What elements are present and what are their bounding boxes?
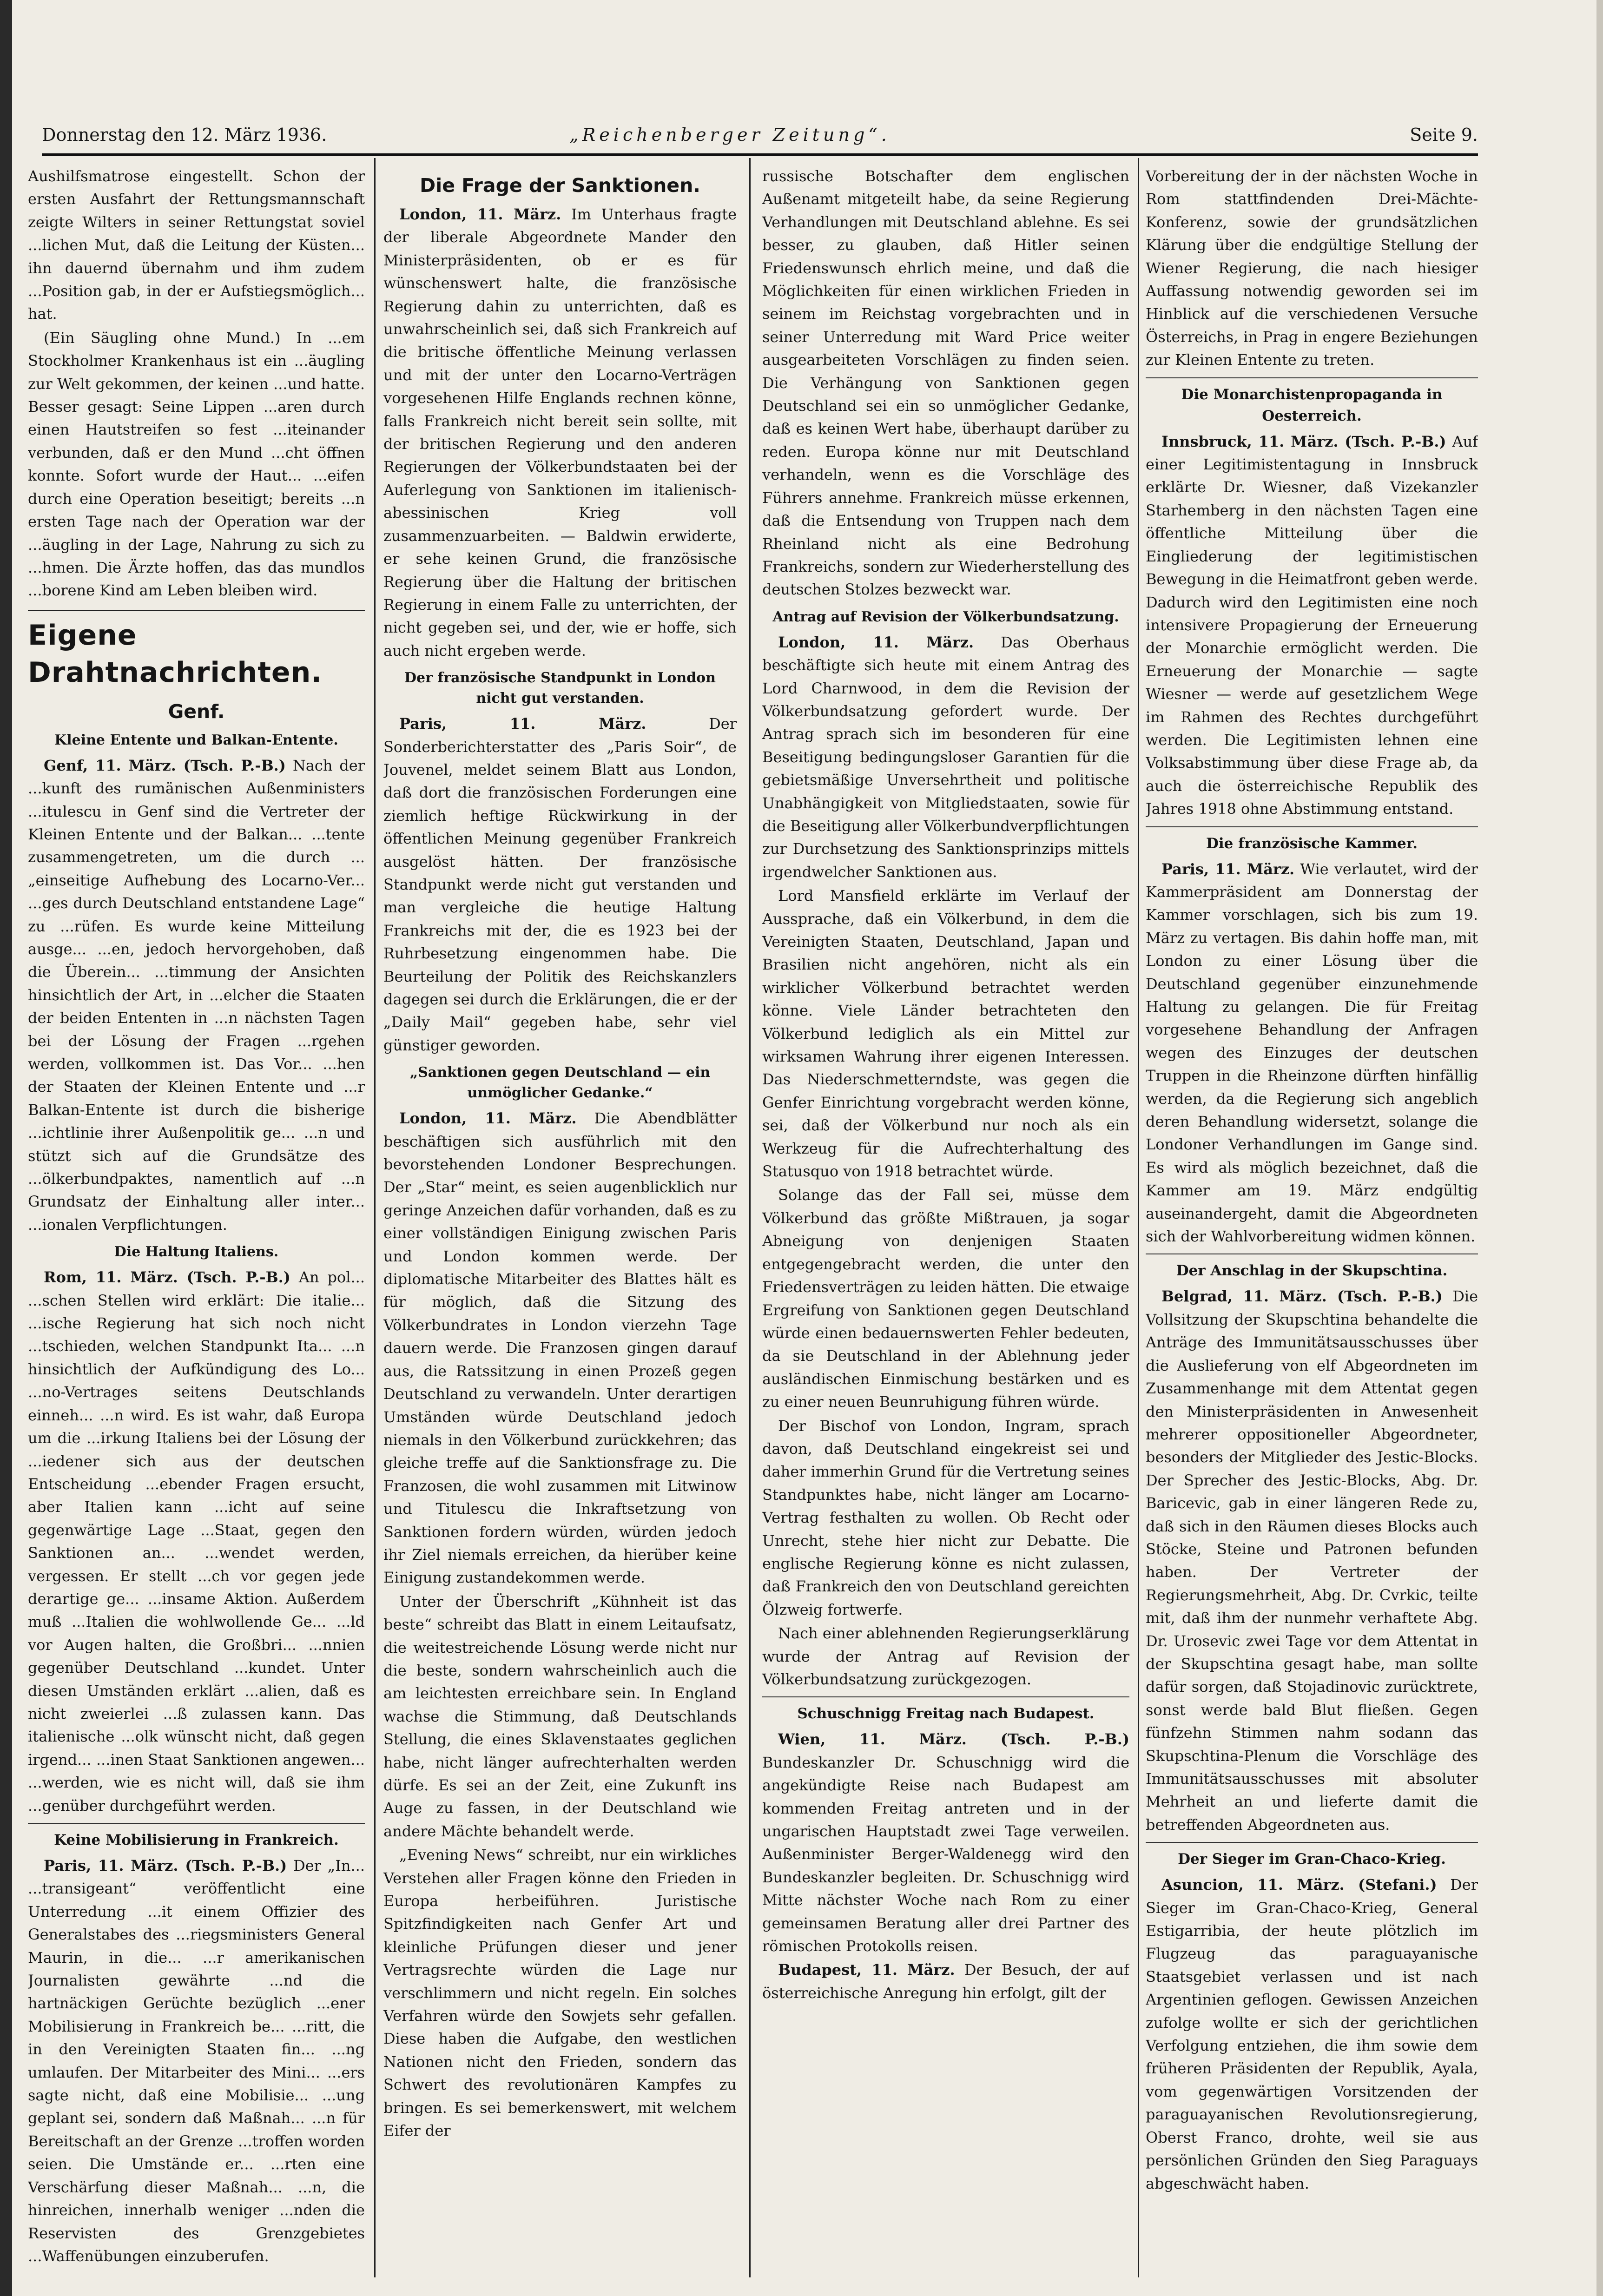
article-paragraph <box>762 1728 1129 1958</box>
article-heading: Die französische Kammer. <box>1206 835 1418 852</box>
article-paragraph: Nach einer ablehnenden Regierungserklärung wurde der Antrag auf Revision der Völkerbundsatzung zurückgezogen. <box>762 1624 1129 1688</box>
article-paragraph <box>383 713 737 1057</box>
column-rule-3 <box>1138 158 1139 2277</box>
article-paragraph <box>28 754 365 1237</box>
column-4 <box>1146 165 1478 2289</box>
article-paragraph: Vorbereitung der in der nächsten Woche in Rom stattfindenden Drei-Mächte-Konferenz, sowie der grundsätzlichen Klärung über die endgültige Stellung der Wiener Regierung, die nach hiesiger Auffassung notwendig geworden sei im Hinblick auf die verschiedenen Versuche Österreichs, in Prag in engere Beziehungen zur Kleinen Entente zu treten. <box>1146 167 1478 369</box>
article-paragraph: russische Botschafter dem englischen Außenamt mitgeteilt habe, da seine Regierung Verhandlungen mit Deutschland ablehne. Es sei besser, zu glauben, daß Hitler seinen Friedenswunsch ehrlich meine, und daß die Möglichkeiten für einen wirklichen Frieden in seinem im Reichstag vorgebrachten und in seiner Unterredung mit Ward Price weiter ausgearbeiteten Vorschlägen zu finden seien. Die Verhängung von Sanktionen gegen Deutschland sei ein so unmöglicher Gedanke, daß es keinen Wert habe, überhaupt darüber zu reden. Europa könne nur mit Deutschland verhandeln, wenn es die Vorschläge des Führers annehme. Frankreich müsse erkennen, daß die Entsendung von Truppen nach dem Rheinland nicht als eine Bedrohung Frankreichs, sondern zur Wiederherstellung des deutschen Stolzes bezweckt war. <box>762 167 1129 599</box>
article-text: Aushilfsmatrose eingestellt. Schon der ersten Ausfahrt der Rettungsmannschaft zeigte Wilters in seiner Rettungstat soviel ...lichen Mut, daß die Leitung der Küsten... ihn dauernd übernahm und ihm zudem ...Position gab, in der er Aufstiegsmöglich... hat. <box>28 167 365 323</box>
dateline: Wien, 11. März. (Tsch. P.-B.) <box>778 1730 1129 1748</box>
article-paragraph <box>28 1854 365 2268</box>
column-1 <box>28 165 365 2289</box>
article-paragraph <box>383 1107 737 1590</box>
article-subheading: Kleine Entente und Balkan-Entente. <box>54 732 338 748</box>
article-paragraph <box>1146 1285 1478 1836</box>
paragraph-text: An pol... ...schen Stellen wird erklärt: Die italie... ...ische Regierung hat sich noch nicht ...tschieden, welchen Standpunkt Ita... ...n hinsichtlich der Aufkündigung des Lo... ...no-Vertrages seitens Deutschlands einneh... ...n wird. Es ist wahr, daß Europa um die ...irkung Italiens bei der Lösung der ...iedener sich aus der deutschen Entscheidung ...ebender Fragen ersucht, aber Italien kann ...icht auf seine gegenwärtige Lage ...Staat, gegen den Sanktionen an... ...wendet werden, vergessen. Er stellt ...ch vor gegen jede derartige ge... ...insame Aktion. Außerdem muß ...Italien die wohlwollende Ge... ...ld vor Augen halten, die Großbri... ...nnien gegenüber Deutschland ...kundet. Unter diesen Umständen erklärt ...alien, daß es nicht zweierlei ...ß zulassen kann. Das italienische ...olk wünscht nicht, daß gegen irgend... ...inen Staat Sanktionen angewen... ...werden, wie es nicht will, daß sie ihm ...genüber durchgeführt werden. <box>28 1268 365 1814</box>
article-paragraph: Der Bischof von London, Ingram, sprach davon, daß Deutschland eingekreist sei und daher immerhin Grund für die Vertretung seines Standpunktes habe, nicht länger am Locarno-Vertrag festhalten zu wollen. Ob Recht oder Unrecht, stehe hier nicht zur Debatte. Die englische Regierung könne es nicht zulassen, daß Frankreich den von Deutschland gereichten Ölzweig fortwerfe. <box>762 1417 1129 1618</box>
article-heading: Die Monarchistenpropaganda in Oesterreich. <box>1181 386 1443 424</box>
paragraph-text: Die Vollsitzung der Skupschtina behandelte die Anträge des Immunitätsausschusses über die Auslieferung von elf Abgeordneten im Zusammenhange mit dem Attentat gegen den Ministerpräsidenten in Anwesenheit mehrerer oppositioneller Abgeordneter, besonders der Mitglieder des Jestic-Blocks. Der Sprecher des Jestic-Blocks, Abg. Dr. Baricevic, gab in einer längeren Rede zu, daß sich in den Räumen dieses Blocks auch Stöcke, Steine und Patronen befunden haben. Der Vertreter der Regierungsmehrheit, Abg. Dr. Cvrkic, teilte mit, daß ihm der nunmehr verhaftete Abg. Dr. Urosevic zwei Tage vor dem Attentat in der Skupschtina gesagt habe, man sollte dafür sorgen, daß Stojadinovic zurücktrete, sonst werde bald Blut fließen. Gegen fünfzehn Stimmen nahm sodann das Skupschtina-Plenum die Vorschläge des Immunitätsausschusses mit absoluter Mehrheit an und lieferte damit die betreffenden Abgeordneten aus. <box>1146 1287 1478 1834</box>
article-heading: Der Anschlag in der Skupschtina. <box>1176 1262 1448 1280</box>
article-paragraph: Solange das der Fall sei, müsse dem Völkerbund das größte Mißtrauen, ja sogar Abneigung von denjenigen Staaten entgegengebracht werden, die unter den Friedensverträgen zu leiden hätten. Die etwaige Ergreifung von Sanktionen gegen Deutschland würde einen bedauernswerten Fehler bedeuten, da sie Deutschland in der Ablehnung jeder ausländischen Einmischung bestärken und es zu einer neuen Beunruhigung führen würde. <box>762 1186 1129 1411</box>
paragraph-text: Der „In... ...transigeant“ veröffentlicht eine Unterredung ...it einem Offizier des Generalstabes des ...riegsministers General Maurin, in die... ...r amerikanischen Journalisten gewährte ...nd die hartnäckigen Gerüchte bezüglich ...ener Mobilisierung in Frankreich be... ...ritt, die in den Vereinigten Staaten fin... ...ng umlaufen. Der Mitarbeiter des Mini... ...ers sagte nicht, daß eine Mobilisie... ...ung geplant sei, sondern daß Maßnah... ...n für Bereitschaft an der Grenze ...troffen worden seien. Die Umstände er... ...rten eine Verschärfung dieser Maßnah... ...n, die hinreichen, innerhalb weniger ...nden die Reservisten des Grenzgebietes ...Waffenübungen einzuberufen. <box>28 1857 365 2265</box>
article-text: (Ein Säugling ohne Mund.) In ...em Stockholmer Krankenhaus ist ein ...äugling zur Welt gekommen, der keinen ...und hatte. Besser gesagt: Seine Lippen ...aren durch einen Hautstreifen so fest ...iteinander verbunden, daß er den Mund ...cht öffnen konnte. Sofort wurde der Haut... ...eifen durch eine Operation beseitigt; bereits ...n ersten Tage nach der Operation war der ...äugling in der Lage, Nahrung zu sich zu ...hmen. Die Ärzte hoffen, das das mundlos ...borene Kind am Leben bleiben wird. <box>28 329 365 600</box>
dateline: Belgrad, 11. März. (Tsch. P.-B.) <box>1161 1287 1443 1306</box>
article-paragraph <box>762 631 1129 884</box>
dateline: Genf, 11. März. (Tsch. P.-B.) <box>44 756 286 774</box>
section-rule <box>28 610 365 611</box>
paragraph-text: Bundeskanzler Dr. Schuschnigg wird die angekündigte Reise nach Budapest am kommenden Freitag antreten und in der ungarischen Hauptstadt zwei Tage verweilen. Außenminister Berger-Waldenegg wird den Bundeskanzler begleiten. Dr. Schuschnigg wird Mitte nächster Woche nach Rom zu einer gemeinsamen Beratung aller drei Partner des römischen Protokolls reisen. <box>762 1753 1129 1955</box>
paragraph-text: Wie verlautet, wird der Kammerpräsident am Donnerstag der Kammer vorschlagen, sich bis zum 19. März zu vertagen. Bis dahin hoffe man, mit London zu einer Lösung über die Deutschland gegenüber einzunehmende Haltung zu gelangen. Die für Freitag vorgesehene Behandlung der Anfragen wegen des Einzuges der deutschen Truppen in die Rheinzone dürften hinfällig werden, da die Regierung sich angeblich deren Behandlung widersetzt, solange die Londoner Verhandlungen im Gange sind. Es wird als möglich bezeichnet, daß die Kammer am 19. März endgültig auseinandergeht, damit die Abgeordneten sich der Wahlvorbereitung widmen können. <box>1146 860 1478 1246</box>
column-rule-1 <box>374 158 376 2277</box>
dateline: London, 11. März. <box>399 1109 577 1128</box>
paragraph-text: Der Sonderberichterstatter des „Paris Soir“, de Jouvenel, meldet seinem Blatt aus London, daß dort die französischen Forderungen eine ziemlich heftige Rückwirkung in der öffentlichen Meinung gegenüber Frankreich ausgelöst hätten. Der französische Standpunkt werde nicht gut verstanden und man vergleiche die heutige Haltung Frankreichs mit der, die es 1923 bei der Ruhrbesetzung eingenommen habe. Die Beurteilung der Politik des Reichskanzlers dagegen sei durch die Erklärungen, die er der „Daily Mail“ gegeben habe, sehr viel günstiger geworden. <box>383 715 737 1054</box>
article-paragraph <box>28 1266 365 1817</box>
article-heading: Die Frage der Sanktionen. <box>420 174 700 197</box>
dateline: Paris, 11. März. (Tsch. P.-B.) <box>44 1857 287 1874</box>
article-heading: Keine Mobilisierung in Frankreich. <box>54 1832 339 1848</box>
scan-edge-left <box>0 0 12 2296</box>
paragraph-text: Auf einer Legitimistentagung in Innsbruck erklärte Dr. Wiesner, daß Vizekanzler Starhemberg in den nächsten Tagen eine öffentliche Mitteilung über die Eingliederung der legitimistischen Bewegung in die Heimatfront geben werde. Dadurch wird den Legitimisten eine noch intensivere Propagierung der Erneuerung der Monarchie ermöglicht werden. Die Erneuerung der Monarchie — sagte Wiesner — werde auf gesetzlichem Wege im Rahmen des Rechtes durchgeführt werden. Die Legitimisten lehnen eine Volksabstimmung über diese Frage ab, da auch die österreichische Republik des Jahres 1918 ohne Abstimmung entstand. <box>1146 432 1478 818</box>
column-3 <box>762 165 1129 2289</box>
paragraph-text: Im Unterhaus fragte der liberale Abgeordnete Mander den Ministerpräsidenten, ob er es für wünschenswert halte, die französische Regierung dahin zu unterrichten, daß es unwahrscheinlich sei, daß sich Frankreich auf die britische öffentliche Meinung verlassen und mit der unter den Locarno-Verträgen vorgesehenen Hilfe Englands rechnen könne, falls Frankreich nicht bereit sein sollte, mit der britischen Regierung und den anderen Regierungen der Völkerbundstaaten bei der Auferlegung von Sanktionen im italienisch-abessinischen Krieg voll zusammenzuarbeiten. — Baldwin erwiderte, er sehe keinen Grund, die französische Regierung über die Haltung der britischen Regierung in einem Falle zu unterrichten, der nicht gegeben sei, und der, wie er hoffe, sich auch nicht ergeben werde. <box>383 205 737 660</box>
article-subheading: Antrag auf Revision der Völkerbundsatzung. <box>772 608 1119 625</box>
article-paragraph <box>1146 1874 1478 2195</box>
article-paragraph: „Evening News“ schreibt, nur ein wirkliches Verstehen aller Fragen könne den Frieden in Europa herbeiführen. Juristische Spitzfindigkeiten nach Genfer Art und kleinliche Prüfungen dieser und jener Vertragsrechte würden die Lage nur verschlimmern und nicht regeln. Ein solches Verfahren würde den Sowjets sehr gefallen. Diese haben die Aufgabe, den westlichen Nationen nicht den Frieden, sondern das Schwert des revolutionären Kampfes zu bringen. Es sei bemerkenswert, mit welchem Eifer der <box>383 1846 737 2140</box>
dateline: London, 11. März. <box>399 205 561 223</box>
paragraph-text: Der Besuch, der auf österreichische Anregung hin erfolgt, gilt der <box>762 1961 1129 2002</box>
paragraph-text: Das Oberhaus beschäftigte sich heute mit einem Antrag des Lord Charnwood, in dem die Revision der Völkerbundsatzung gefordert wurde. Der Antrag sprach sich im besonderen für eine Beseitigung bedingungsloser Garantien für die gebietsmäßige Unversehrtheit und politische Unabhängigkeit von Mitgliedstaaten, sowie für die Beseitigung aller Völkerbundverpflichtungen zur Durchsetzung des Sanktionsprinzips mittels irgendwelcher Sanktionen aus. <box>762 633 1129 881</box>
article-paragraph <box>383 203 737 662</box>
article-subheading: „Sanktionen gegen Deutschland — ein unmöglicher Gedanke.“ <box>409 1064 711 1102</box>
dateline: Rom, 11. März. (Tsch. P.-B.) <box>44 1268 290 1287</box>
dateline: Asuncion, 11. März. (Stefani.) <box>1161 1876 1437 1894</box>
column-2 <box>383 165 737 2289</box>
section-rule <box>762 1696 1129 1697</box>
article-paragraph: Unter der Überschrift „Kühnheit ist das beste“ schreibt das Blatt in einem Leitaufsatz, die weitestreichende Lösung werde nicht nur die beste, sondern wahrscheinlich auch die am leichtesten erreichbare sein. In England wachse die Stimmung, daß Deutschlands Stellung, die eines Sklavenstaates geglichen habe, nicht länger aufrechterhalten werden dürfe. Es sei an der Zeit, eine Zukunft ins Auge zu fassen, in der Deutschland wie andere Mächte behandelt werde. <box>383 1592 737 1840</box>
article-heading: Genf. <box>168 700 225 723</box>
header-rule <box>42 153 1478 156</box>
section-rule <box>28 1823 365 1824</box>
paragraph-text: Die Abendblätter beschäftigen sich ausführlich mit den bevorstehenden Londoner Besprechungen. Der „Star“ meint, es seien augenblicklich nur geringe Anzeichen dafür vorhanden, daß es zu einer vollständigen Einigung zwischen Paris und London kommen werde. Der diplomatische Mitarbeiter des Blattes hält es für möglich, daß die Sitzung des Völkerbundrates in London vierzehn Tage dauern werde. Die Franzosen gingen darauf aus, die Ratssitzung in einen Prozeß gegen Deutschland zu verwandeln. Unter derartigen Umständen würde Deutschland jedoch niemals in den Völkerbund zurückkehren; das gleiche treffe auf die Sanktionsfrage zu. Die Franzosen, die wohl zusammen mit Litwinow und Titulescu die Inkraftsetzung von Sanktionen fordern würden, würden jedoch ihr Ziel niemals erreichen, da hierüber keine Einigung zustandekommen werde. <box>383 1109 737 1587</box>
article-subheading: Der französische Standpunkt in London nicht gut verstanden. <box>404 670 716 707</box>
dateline: Budapest, 11. März. <box>778 1961 955 1979</box>
article-paragraph <box>1146 430 1478 821</box>
section-rule <box>1146 826 1478 827</box>
page-header <box>42 125 1478 152</box>
paragraph-text: Nach der ...kunft des rumänischen Außenministers ...itulescu in Genf sind die Vertreter der Kleinen Entente und der Balkan... ...tente zusammengetreten, um die durch ...„einseitige Aufhebung des Locarno-Ver... ...ges durch Deutschland entstandene Lage“ zu ...rüfen. Es wurde keine Mitteilung ausge... ...en, jedoch hervorgehoben, daß die Überein... ...timmung der Ansichten hinsichtlich der Art, in ...elcher die Staaten der beiden Ententen in ...n nächsten Tagen bei der Lösung der Fragen ...rgehen werden, vollkommen ist. Das Vor... ...hen der Staaten der Kleinen Entente und ...r Balkan-Entente ist durch die bisherige ...ichtlinie ihrer Außenpolitik ge... ...n und stützt sich auf die Grundsätze des ...ölkerbundpaktes, namentlich auf ...n Grundsatz der Einhaltung aller inter... ...ionalen Verpflichtungen. <box>28 756 365 1234</box>
header-masthead: „Reichenberger Zeitung“. <box>569 125 891 145</box>
article-paragraph <box>1146 858 1478 1248</box>
article-subheading: Die Haltung Italiens. <box>114 1244 279 1260</box>
section-heading: Eigene Drahtnachrichten. <box>28 619 323 689</box>
section-rule <box>1146 377 1478 378</box>
dateline: Innsbruck, 11. März. (Tsch. P.-B.) <box>1161 432 1446 450</box>
article-heading: Schuschnigg Freitag nach Budapest. <box>797 1705 1095 1722</box>
header-date: Donnerstag den 12. März 1936. <box>42 125 327 145</box>
paragraph-text: Der Sieger im Gran-Chaco-Krieg, General Estigarribia, der heute plötzlich im Flugzeug das paraguayanische Staatsgebiet verlassen und ist nach Argentinien geflogen. Gewissen Anzeichen zufolge wollte er sich der gerichtlichen Verfolgung entziehen, die ihm sowie dem früheren Präsidenten der Republik, Ayala, vom gegenwärtigen Vorsitzenden der paraguayanischen Revolutionsregierung, Oberst Franco, drohte, weil sie aus persönlichen Gründen den Sieg Paraguays abgeschwächt haben. <box>1146 1876 1478 2192</box>
scan-edge-right <box>1596 0 1603 2296</box>
article-paragraph: Lord Mansfield erklärte im Verlauf der Aussprache, daß ein Völkerbund, in dem die Vereinigten Staaten, Deutschland, Japan und Brasilien nicht angehören, nicht als ein wirklicher Völkerbund betrachtet werden könne. Viele Länder betrachteten den Völkerbund lediglich als ein Mittel zur wirksamen Wahrung ihrer eigenen Interessen. Das Niederschmetterndste, was gegen die Genfer Einrichtung vorgebracht werden könne, sei, daß der Völkerbund nur noch als ein Werkzeug für die Aufrechterhaltung des Statusquo von 1918 betrachtet würde. <box>762 887 1129 1181</box>
dateline: London, 11. März. <box>778 633 974 651</box>
article-heading: Der Sieger im Gran-Chaco-Krieg. <box>1178 1851 1446 1868</box>
article-paragraph <box>762 1959 1129 2005</box>
dateline: Paris, 11. März. <box>399 715 646 733</box>
section-rule <box>1146 1842 1478 1843</box>
header-page-number: Seite 9. <box>1410 125 1478 145</box>
dateline: Paris, 11. März. <box>1161 860 1295 878</box>
column-rule-2 <box>749 158 751 2277</box>
